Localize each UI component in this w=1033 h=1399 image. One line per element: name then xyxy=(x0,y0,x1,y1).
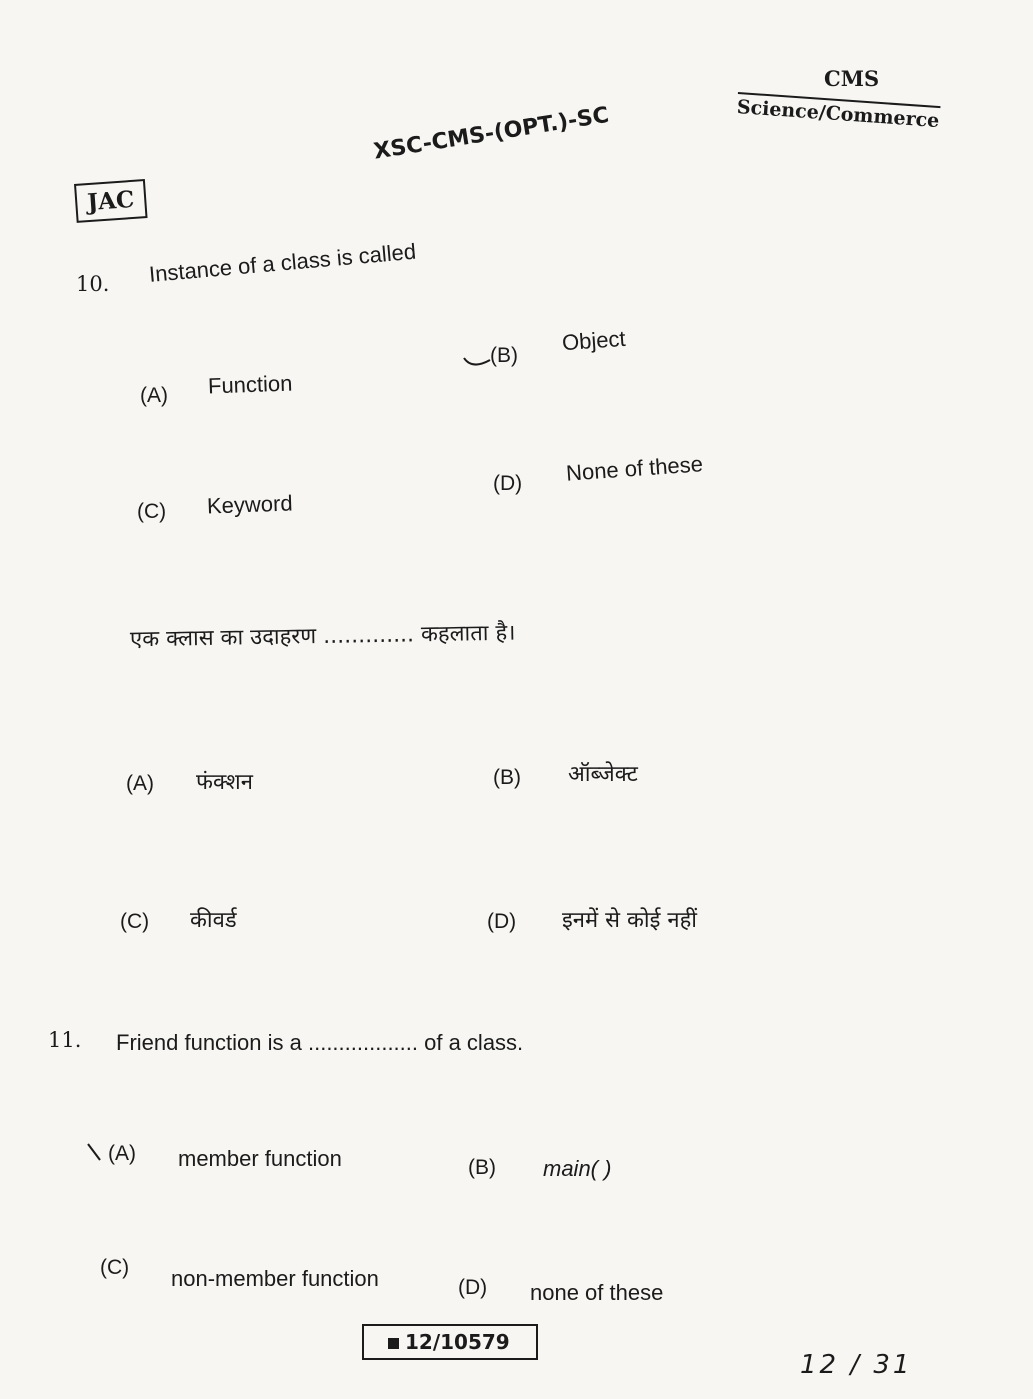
question-number: 10. xyxy=(76,272,110,296)
paper-code: XSC-CMS-(OPT.)-SC xyxy=(372,102,611,165)
option-text-hindi: कीवर्ड xyxy=(190,908,237,933)
option-text-hindi: इनमें से कोई नहीं xyxy=(562,908,698,933)
stream-title: CMS xyxy=(824,66,880,91)
square-bullet-icon xyxy=(388,1338,399,1349)
option-text: none of these xyxy=(530,1280,664,1305)
option-letter: (A) xyxy=(140,384,168,407)
board-label: JAC xyxy=(74,179,148,223)
question-text: Instance of a class is called xyxy=(148,238,417,287)
option-letter: (A) xyxy=(108,1142,136,1165)
option-letter: (C) xyxy=(100,1256,130,1279)
option-letter: (C) xyxy=(120,910,150,933)
option-letter: (B) xyxy=(493,766,521,789)
option-letter: (A) xyxy=(126,772,154,795)
option-text: Function xyxy=(207,370,293,399)
option-letter: (D) xyxy=(493,472,523,495)
option-letter: (D) xyxy=(458,1276,488,1299)
option-letter: (C) xyxy=(137,500,167,523)
roll-code-box xyxy=(362,1324,538,1360)
stream-subtitle: Science/Commerce xyxy=(736,92,940,132)
question-number: 11. xyxy=(48,1028,82,1052)
question-text: Friend function is a .................. of a class. xyxy=(116,1030,524,1055)
roll-code: 12/10579 xyxy=(405,1330,510,1354)
option-text: None of these xyxy=(565,451,704,486)
page-number: 12 / 31 xyxy=(800,1350,913,1380)
option-letter: (B) xyxy=(468,1156,496,1179)
option-text: member function xyxy=(178,1146,342,1171)
option-text: non-member function xyxy=(171,1266,379,1291)
option-text-hindi: फंक्शन xyxy=(196,770,253,795)
option-text-hindi: ऑब्जेक्ट xyxy=(568,762,638,787)
question-text-hindi: एक क्लास का उदाहरण ............. कहलाता है। xyxy=(129,620,516,653)
option-letter: (D) xyxy=(487,910,517,933)
option-text: main( ) xyxy=(543,1156,612,1181)
answer-tick-mark xyxy=(462,352,492,372)
option-text: Object xyxy=(561,325,627,356)
option-letter: (B) xyxy=(490,344,518,367)
option-text: Keyword xyxy=(206,490,293,519)
answer-tick-mark xyxy=(86,1142,110,1166)
